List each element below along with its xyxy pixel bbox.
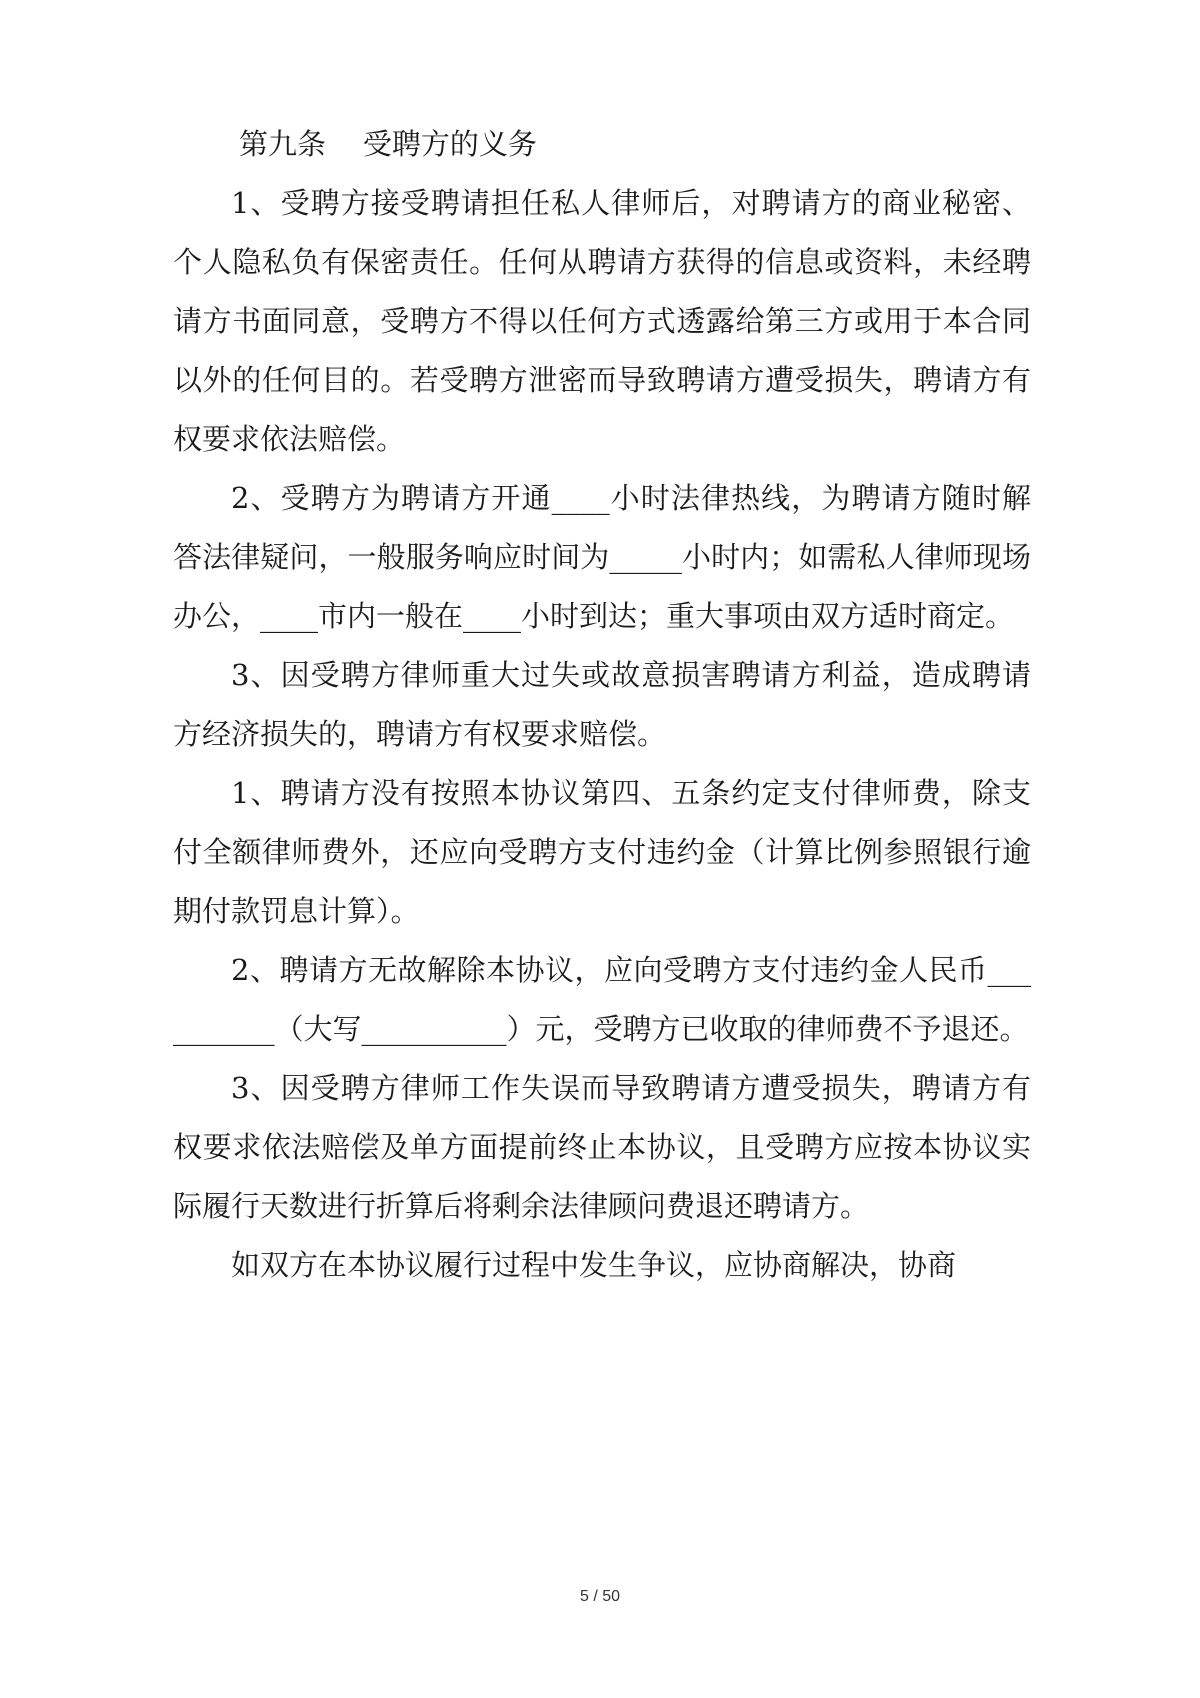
paragraph-liability-1: 1、聘请方没有按照本协议第四、五条约定支付律师费，除支付全额律师费外，还应向受聘方支付违约金（计算比例参照银行逾期付款罚息计算）。 [173,776,1031,928]
page-number: 5 / 50 [579,1588,621,1605]
paragraph-obligation-2: 2、受聘方为聘请方开通____小时法律热线，为聘请方随时解答法律疑问，一般服务响应时间为_____小时内；如需私人律师现场办公，____市内一般在____小时到达；重大事项由双方适时商定。 [173,481,1031,633]
paragraph-dispute: 如双方在本协议履行过程中发生争议，应协商解决，协商 [231,1248,957,1282]
paragraph-liability-3: 3、因受聘方律师工作失误而导致聘请方遭受损失，聘请方有权要求依法赔偿及单方面提前终止本协议，且受聘方应按本协议实际履行天数进行折算后将剩余法律顾问费退还聘请方。 [173,1071,1031,1223]
paragraph-liability-2: 2、聘请方无故解除本协议，应向受聘方支付违约金人民币__________（大写__________）元，受聘方已收取的律师费不予退还。 [173,953,1031,1046]
document-body [173,115,1031,1295]
article-heading: 第九条 受聘方的义务 [239,127,537,161]
paragraph-obligation-3: 3、因受聘方律师重大过失或故意损害聘请方利益，造成聘请方经济损失的，聘请方有权要求赔偿。 [173,658,1031,751]
paragraph-obligation-1: 1、受聘方接受聘请担任私人律师后，对聘请方的商业秘密、个人隐私负有保密责任。任何从聘请方获得的信息或资料，未经聘请方书面同意，受聘方不得以任何方式透露给第三方或用于本合同以外的任何目的。若受聘方泄密而导致聘请方遭受损失，聘请方有权要求依法赔偿。 [173,186,1031,456]
